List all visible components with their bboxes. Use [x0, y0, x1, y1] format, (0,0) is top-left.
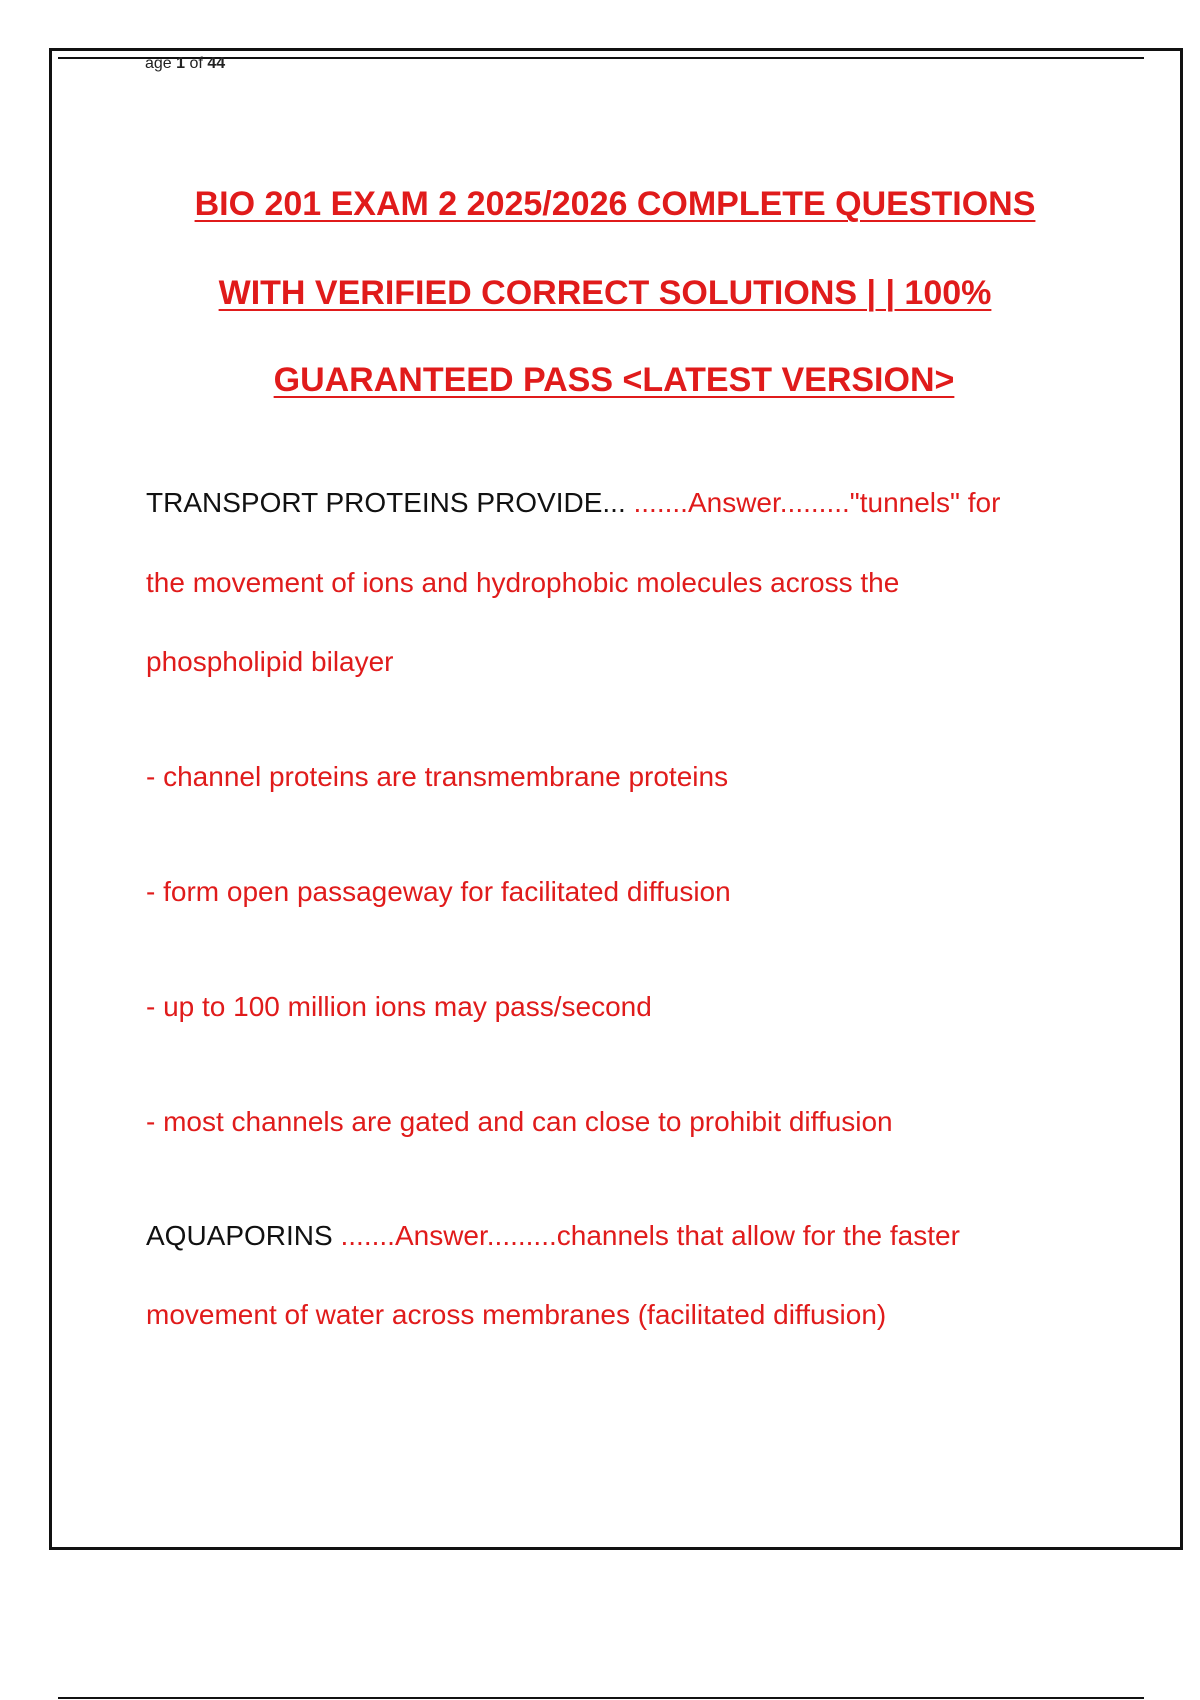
- answer-marker: .......Answer.........: [340, 1220, 557, 1251]
- answer-line: movement of water across membranes (facilitated diffusion): [146, 1299, 887, 1330]
- page-prefix: age: [145, 55, 172, 72]
- page-of: of: [189, 55, 203, 72]
- answer-bullet: - most channels are gated and can close to prohibit diffusion: [146, 1106, 893, 1137]
- qa-item-2-first-line: [146, 1219, 960, 1253]
- answer-line: phospholipid bilayer: [146, 646, 394, 677]
- answer-bullet: - channel proteins are transmembrane proteins: [146, 761, 729, 792]
- page-counter: [145, 55, 225, 73]
- question-text: AQUAPORINS: [146, 1220, 341, 1251]
- question-text: TRANSPORT PROTEINS PROVIDE...: [146, 487, 634, 518]
- answer-text: channels that allow for the faster: [556, 1220, 960, 1251]
- answer-bullet: - up to 100 million ions may pass/second: [146, 991, 652, 1022]
- document-title-line-1: BIO 201 EXAM 2 2025/2026 COMPLETE QUESTIONS: [194, 185, 1036, 223]
- document-title-line-3: GUARANTEED PASS <LATEST VERSION>: [273, 361, 955, 399]
- page-total: 44: [207, 55, 226, 72]
- answer-line: the movement of ions and hydrophobic molecules across the: [146, 567, 900, 598]
- footer-rule: [58, 1697, 1144, 1699]
- answer-marker: .......Answer.........: [633, 487, 850, 518]
- page-current: 1: [176, 55, 186, 72]
- answer-text: "tunnels" for: [849, 487, 1001, 518]
- qa-item-1-first-line: [146, 486, 1000, 520]
- answer-bullet: - form open passageway for facilitated diffusion: [146, 876, 731, 907]
- document-title-line-2: WITH VERIFIED CORRECT SOLUTIONS | | 100%: [218, 274, 992, 312]
